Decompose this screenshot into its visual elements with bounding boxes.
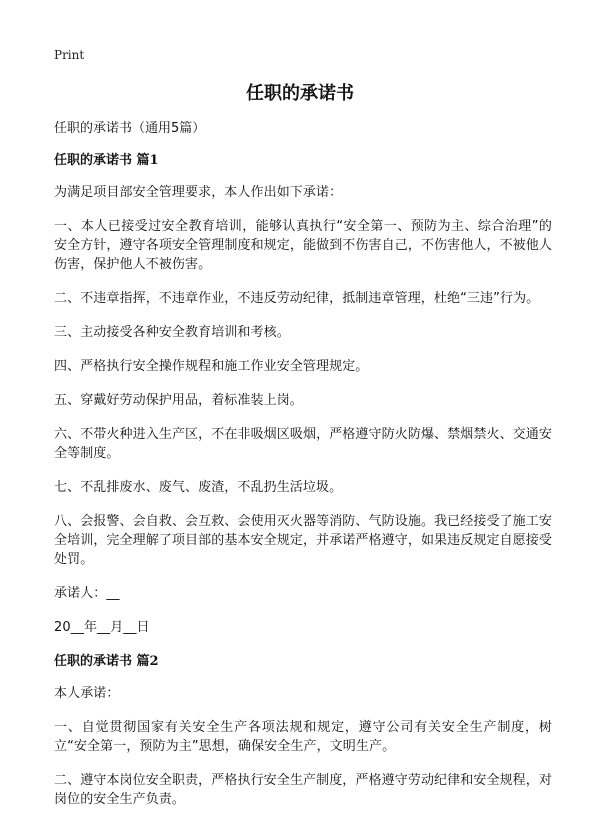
signatory-line: 承诺人：__: [54, 586, 120, 601]
section-heading: 任职的承诺书 篇2: [54, 654, 159, 669]
document-title: 任职的承诺书: [246, 83, 354, 104]
paragraph: 四、严格执行安全操作规程和施工作业安全管理规定。: [54, 359, 369, 374]
paragraph: 本人承诺：: [54, 686, 120, 701]
paragraph: 一、本人已接受过安全教育培训，能够认真执行“安全第一、预防为主、综合治理”的安全方针，遵守各项安全管理制度和规定，能做到不伤害自己，不伤害他人，不被他人伤害，保护他人不被伤害。: [54, 219, 552, 272]
paragraph: 二、不违章指挥，不违章作业，不违反劳动纪律，抵制违章管理，杜绝“三违”行为。: [54, 291, 540, 306]
paragraph: 八、会报警、会自救、会互救、会使用灭火器等消防、气防设施。我已经接受了施工安全培训，完全理解了项目部的基本安全规定，并承诺严格遵守，如果违反规定自愿接受处罚。: [54, 514, 552, 567]
paragraph: 二、遵守本岗位安全职责，严格执行安全生产制度，严格遵守劳动纪律和安全规程，对岗位的安全生产负责。: [54, 773, 552, 807]
paragraph: 七、不乱排废水、废气、废渣，不乱扔生活垃圾。: [54, 480, 343, 495]
date-line: 20__年__月__日: [54, 620, 150, 635]
paragraph: 三、主动接受各种安全教育培训和考核。: [54, 325, 290, 340]
paragraph: 一、自觉贯彻国家有关安全生产各项法规和规定，遵守公司有关安全生产制度，树立“安全第一，预防为主”思想，确保安全生产，文明生产。: [54, 720, 552, 754]
print-link[interactable]: Print: [54, 48, 85, 62]
section-heading: 任职的承诺书 篇1: [54, 153, 159, 168]
section-1: [54, 151, 552, 637]
section-2: [54, 652, 552, 809]
document-subtitle: 任职的承诺书（通用5篇）: [54, 121, 206, 136]
paragraph: 五、穿戴好劳动保护用品，着标准装上岗。: [54, 393, 303, 408]
paragraph: 为满足项目部安全管理要求，本人作出如下承诺：: [54, 185, 343, 200]
paragraph: 六、不带火种进入生产区，不在非吸烟区吸烟，严格遵守防火防爆、禁烟禁火、交通安全等制度。: [54, 427, 552, 461]
